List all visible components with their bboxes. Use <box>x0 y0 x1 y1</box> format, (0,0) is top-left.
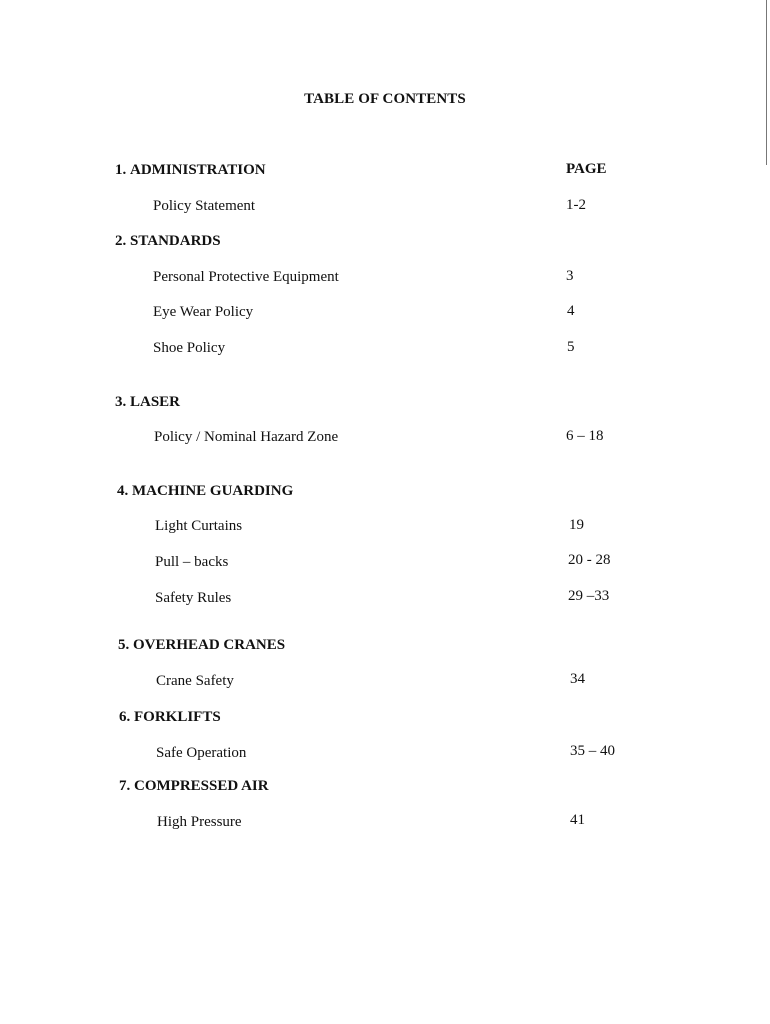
toc-entry-label: High Pressure <box>157 814 242 830</box>
toc-entry-page: 4 <box>567 303 575 319</box>
toc-entry-label: Safe Operation <box>156 745 247 761</box>
section-heading-machine-guarding <box>117 483 293 500</box>
toc-entry-label: Shoe Policy <box>153 340 226 356</box>
section-heading-standards <box>115 233 221 250</box>
toc-entry-label: Policy / Nominal Hazard Zone <box>154 429 339 445</box>
toc-entry-page: 5 <box>567 339 575 355</box>
toc-entry-label: Pull – backs <box>155 554 229 570</box>
scan-edge-line <box>766 0 767 165</box>
section-heading-administration <box>115 162 266 179</box>
section-number: 3. <box>115 394 127 410</box>
toc-entry-label: Personal Protective Equipment <box>153 269 339 285</box>
toc-entry-label: Safety Rules <box>155 590 232 606</box>
section-title: MACHINE GUARDING <box>132 483 294 499</box>
section-title: OVERHEAD CRANES <box>133 637 286 653</box>
page-title: TABLE OF CONTENTS <box>304 91 466 107</box>
section-title: STANDARDS <box>130 233 221 249</box>
section-number: 4. <box>117 483 129 499</box>
toc-entry-page: 41 <box>570 812 585 828</box>
section-heading-laser <box>115 394 180 411</box>
toc-entry-page: 35 – 40 <box>570 743 615 759</box>
section-heading-compressed-air <box>119 778 269 795</box>
section-heading-overhead-cranes <box>118 637 285 654</box>
section-number: 1. <box>115 162 127 178</box>
section-number: 7. <box>119 778 131 794</box>
toc-entry-label: Light Curtains <box>155 518 243 534</box>
section-heading-forklifts <box>119 709 221 726</box>
toc-entry-label: Policy Statement <box>153 198 256 214</box>
section-number: 5. <box>118 637 130 653</box>
toc-entry-page: 6 – 18 <box>566 428 604 444</box>
toc-entry-page: 19 <box>569 517 584 533</box>
toc-entry-page: 1-2 <box>566 197 586 213</box>
section-title: LASER <box>130 394 181 410</box>
section-title: FORKLIFTS <box>134 709 221 725</box>
section-number: 2. <box>115 233 127 249</box>
toc-entry-page: 20 - 28 <box>568 552 611 568</box>
page-column-header: PAGE <box>566 161 607 177</box>
section-title: COMPRESSED AIR <box>134 778 269 794</box>
toc-entry-page: 34 <box>570 671 585 687</box>
toc-entry-page: 29 –33 <box>568 588 610 604</box>
toc-entry-label: Crane Safety <box>156 673 234 689</box>
section-title: ADMINISTRATION <box>130 162 266 178</box>
toc-entry-label: Eye Wear Policy <box>153 304 254 320</box>
toc-entry-page: 3 <box>566 268 574 284</box>
section-number: 6. <box>119 709 131 725</box>
